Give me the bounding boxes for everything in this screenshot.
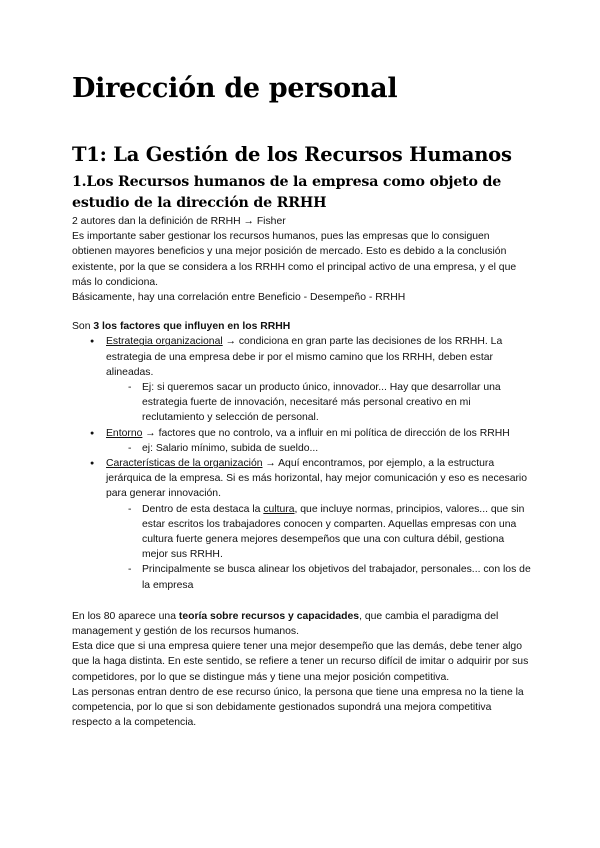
list-item <box>72 334 532 425</box>
sub-list-item: - Principalmente se busca alinear los objetivos del trabajador, personales... con los de la empresa <box>106 562 532 592</box>
term-entorno: Entorno <box>106 427 143 439</box>
section-heading: 1.Los Recursos humanos de la empresa como objeto de estudio de la dirección de RRHH <box>72 174 502 211</box>
sub-list <box>106 441 532 456</box>
document-page <box>72 72 532 731</box>
paragraph-theory-detail: Esta dice que si una empresa quiere tener una mejor desempeño que las demás, debe tener algo que la haga distinta. En este sentido, se refiere a tener un recurso difícil de imitar o adquirir por sus competidores, por lo que se distingue más y tiene una mejor posición competitiva. <box>72 641 529 683</box>
paragraph-people: Las personas entran dentro de ese recurso único, la persona que tiene una empresa no la tiene la competencia, por lo que si son debidamente gestionados supondrá una mejora competitiva respecto a la competencia. <box>72 686 524 729</box>
topic-heading: T1: La Gestión de los Recursos Humanos <box>72 143 512 166</box>
sub-list-item: - Ej: si queremos sacar un producto único, innovador... Hay que desarrollar una estrategia fuerte de innovación, necesitaré más personal creativo en mi reclutamiento y selección de personal. <box>106 380 532 426</box>
sub-list <box>106 380 532 426</box>
theory-text: , que cambia el paradigma del management y gestión de los recursos humanos. <box>72 610 499 638</box>
factors-intro <box>72 319 532 334</box>
factors-list <box>72 334 532 592</box>
list-item <box>72 456 532 593</box>
list-item <box>72 426 532 456</box>
theory-text: En los 80 aparece una <box>72 610 179 622</box>
term-estrategia: Estrategia organizacional <box>106 336 223 348</box>
factors-intro-bold: 3 los factores que influyen en los RRHH <box>93 321 291 333</box>
bullet-text: → condiciona en gran parte las decisiones de los RRHH. La estrategia de una empresa debe ir por el mismo camino que los RRHH, deben estar alineadas. <box>106 336 503 378</box>
term-cultura: cultura <box>263 503 295 515</box>
sub-list <box>106 502 532 593</box>
term-caracteristicas: Características de la organización <box>106 458 263 470</box>
sub-list-item: - ej: Salario mínimo, subida de sueldo... <box>106 441 532 456</box>
document-title: Dirección de personal <box>72 73 398 104</box>
theory-bold: teoría sobre recursos y capacidades <box>178 610 360 622</box>
bullet-text: → factores que no controlo, va a influir en mi política de dirección de los RRHH <box>142 427 510 439</box>
paragraph-importance: Es importante saber gestionar los recursos humanos, pues las empresas que lo consiguen obtienen mayores beneficios y una mejor posición de mercado. Esto es debido a la conclusión existente, por la que se considera a los RRHH como el principal activo de una empresa, y el que más lo condiciona. <box>72 231 517 288</box>
bullet-text: → Aquí encontramos, por ejemplo, a la estructura jerárquica de la empresa. Si es más horizontal, hay mejor comunicación y eso es necesario para generar innovación. <box>106 458 528 500</box>
factors-intro-text: Son <box>72 321 94 333</box>
paragraph-theory <box>72 609 532 639</box>
sub-text: , que incluye normas, principios, valores... que sin estar escritos los trabajadores conocen y comparten. Aquellas empresas con una cultura fuerte genera mejores desempeños que una con cultura débil, gestiona mejor sus RRHH. <box>142 503 525 561</box>
paragraph-correlation: Básicamente, hay una correlación entre Beneficio - Desempeño - RRHH <box>72 292 406 304</box>
sub-list-item <box>106 502 532 563</box>
sub-text: Dentro de esta destaca la <box>142 503 264 515</box>
paragraph-authors: 2 autores dan la definición de RRHH → Fisher <box>72 216 286 227</box>
